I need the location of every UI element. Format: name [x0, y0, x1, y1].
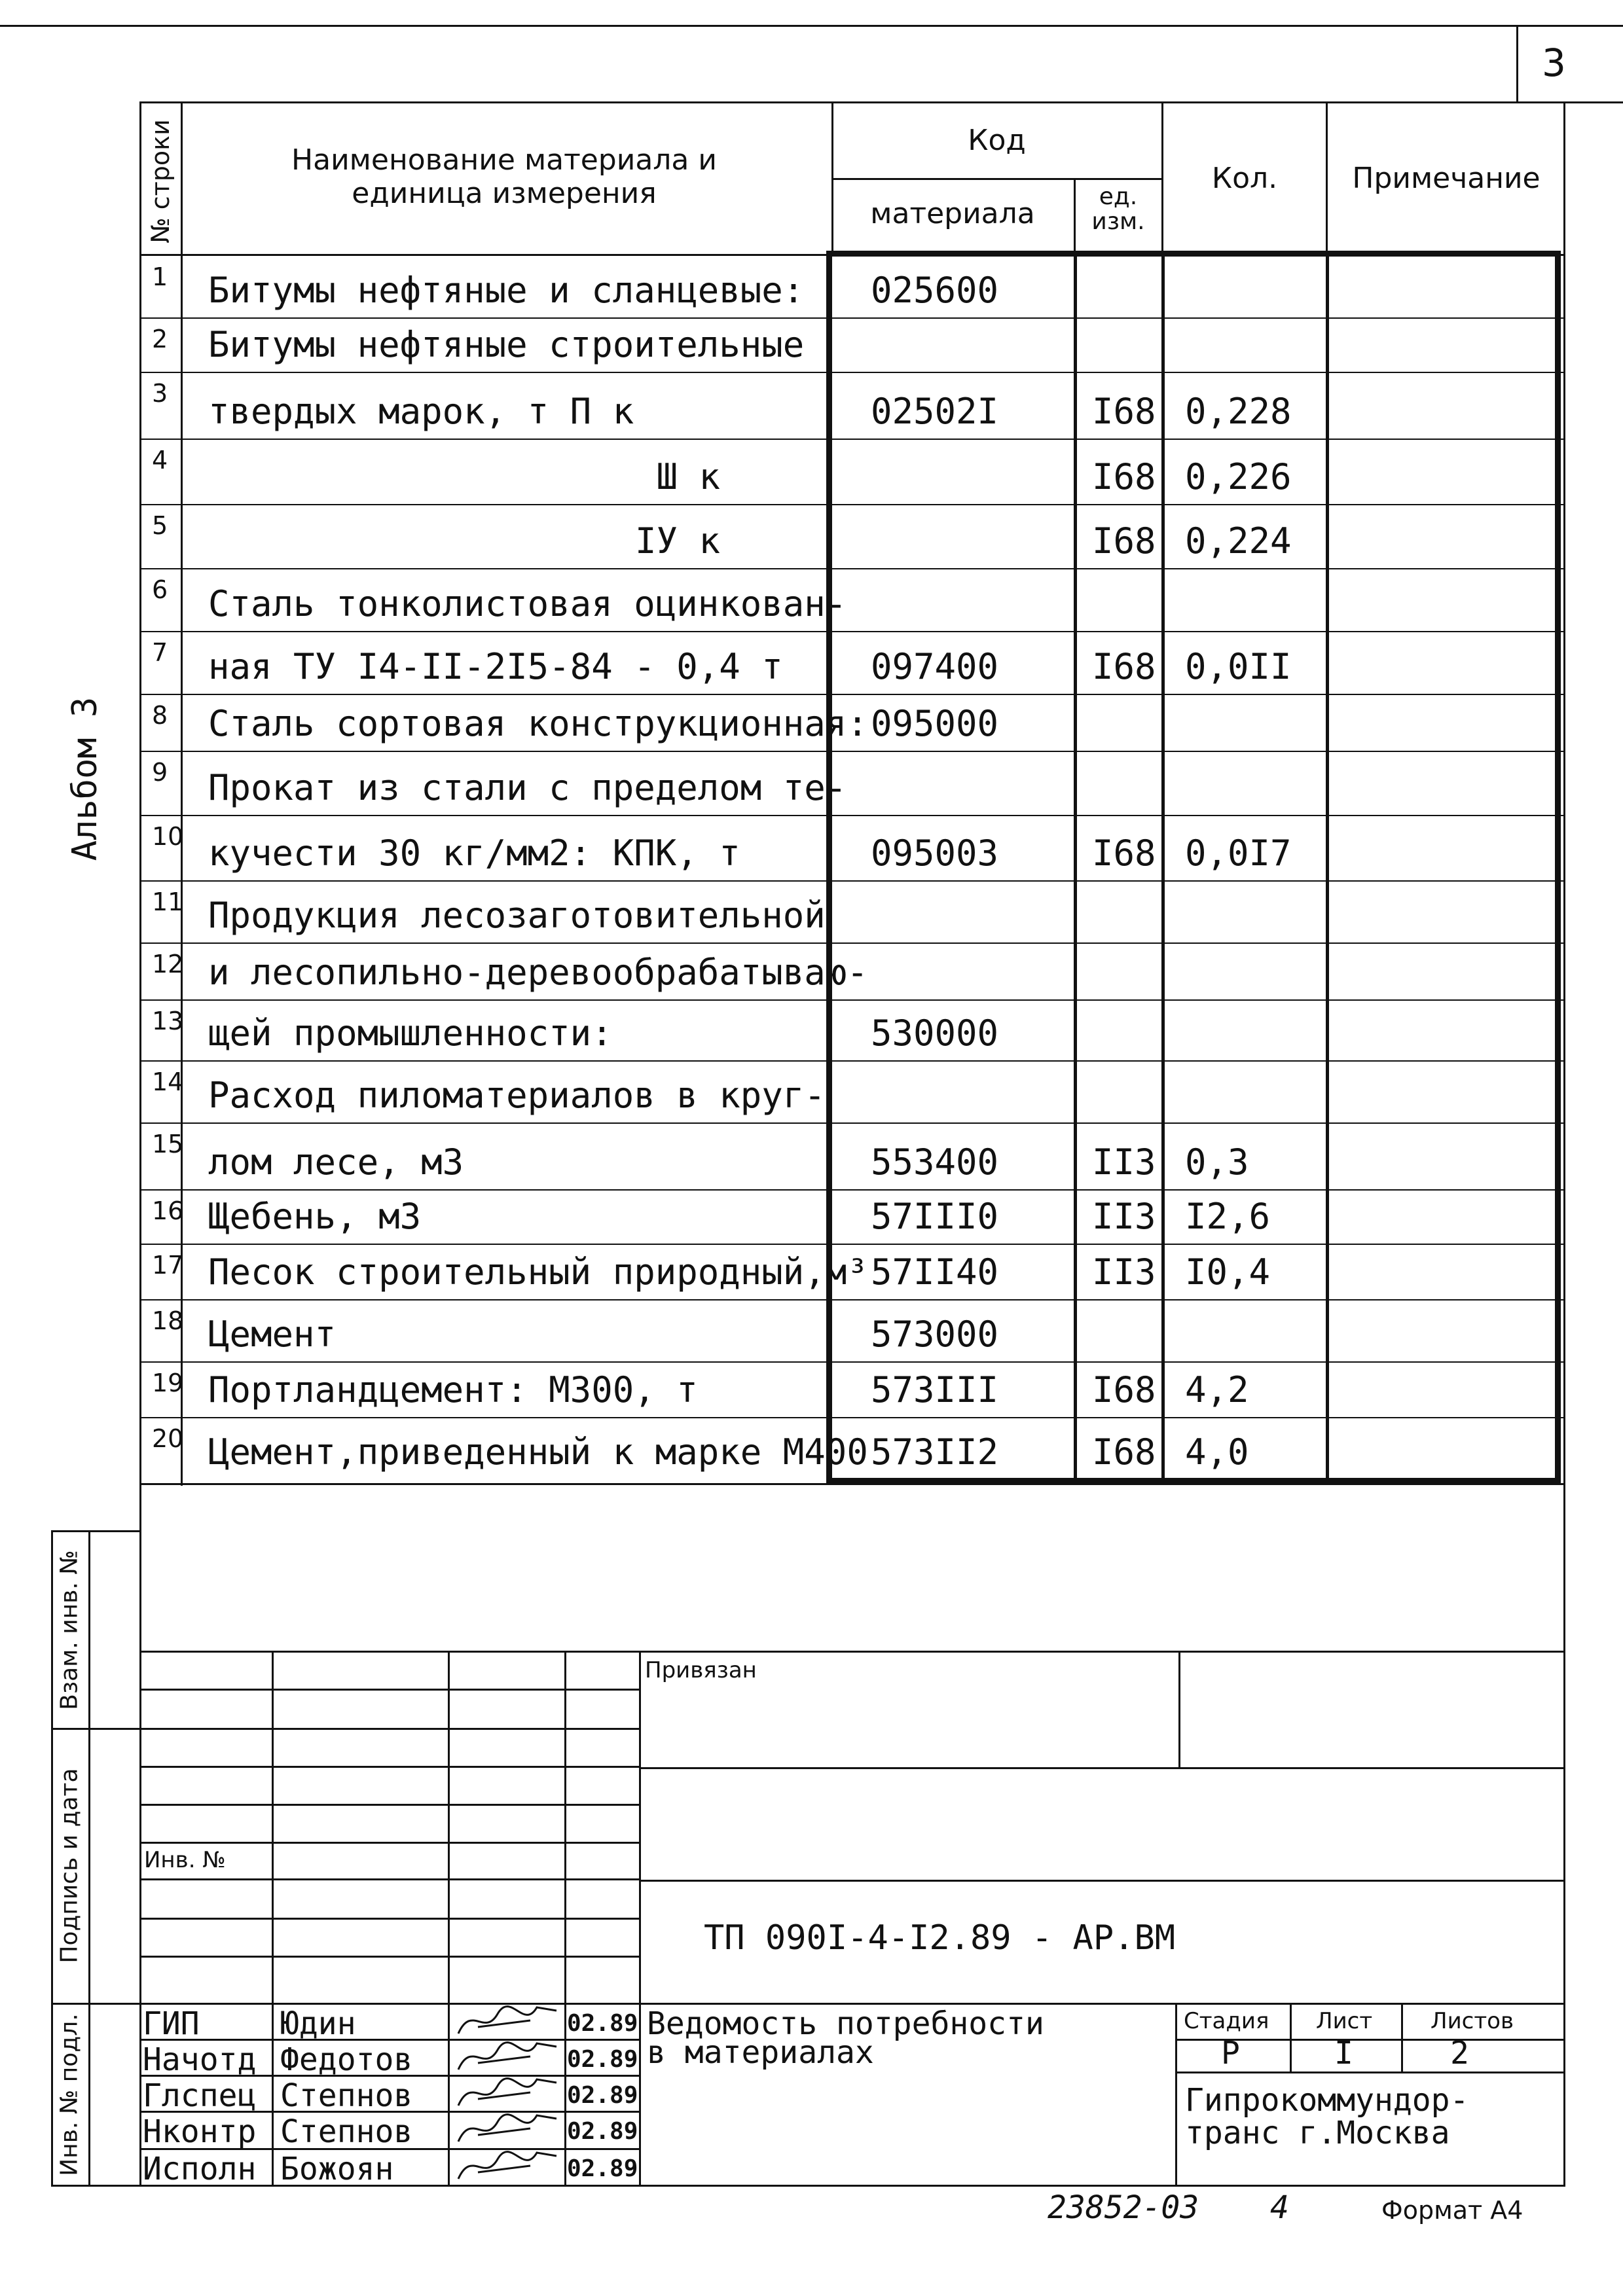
row-unit: I68: [1092, 1369, 1156, 1410]
privyazan-label: Привязан: [645, 1657, 757, 1683]
signer-date: 02.89: [567, 2010, 638, 2037]
row-name: Цемент,приведенный к марке М400: [208, 1431, 868, 1473]
row-number: 7: [152, 638, 168, 667]
row-qty: 4,2: [1185, 1369, 1249, 1410]
row-number: 5: [152, 511, 168, 540]
row-name: Расход пиломатериалов в круг-: [208, 1075, 826, 1116]
signer-role: Исполн: [143, 2151, 257, 2187]
row-unit: II3: [1092, 1196, 1156, 1237]
row-qty: 0,0II: [1185, 646, 1292, 687]
row-code: 57III0: [871, 1196, 999, 1237]
row-code: 553400: [871, 1141, 999, 1183]
row-number: 19: [152, 1369, 184, 1397]
row-number: 9: [152, 758, 168, 787]
row-code: 530000: [871, 1013, 999, 1054]
row-name: Ш к: [656, 456, 720, 497]
footer-copy: 4: [1270, 2189, 1289, 2226]
row-code: 573II2: [871, 1431, 999, 1473]
row-name: Цемент: [208, 1314, 337, 1355]
footer-format: Формат А4: [1381, 2196, 1523, 2225]
org-line2: транс г.Москва: [1185, 2115, 1450, 2151]
row-code: 095003: [871, 833, 999, 874]
doc-title-line2: в материалах: [647, 2034, 874, 2071]
signer-role: Нконтр: [143, 2113, 257, 2150]
signer-date: 02.89: [567, 2118, 638, 2145]
row-qty: 0,3: [1185, 1141, 1249, 1183]
row-name: Песок строительный природный,м³: [208, 1251, 868, 1293]
row-number: 2: [152, 325, 168, 353]
row-number: 14: [152, 1067, 184, 1096]
row-number: 18: [152, 1306, 184, 1335]
sheet-value: I: [1334, 2035, 1353, 2072]
row-unit: II3: [1092, 1141, 1156, 1183]
row-code: 097400: [871, 646, 999, 687]
row-qty: 0,226: [1185, 456, 1292, 497]
header-note: Примечание: [1352, 162, 1541, 195]
signer-name: Федотов: [280, 2041, 413, 2078]
row-number: 12: [152, 950, 184, 978]
signer-date: 02.89: [567, 2046, 638, 2073]
row-name: Сталь тонколистовая оцинкован-: [208, 583, 847, 624]
row-unit: I68: [1092, 391, 1156, 432]
row-name: твердых марок, т П к: [208, 391, 634, 432]
sheets-label: Листов: [1431, 2008, 1514, 2034]
side-label-inv-podl: Инв. № подл.: [56, 2013, 83, 2176]
row-qty: I0,4: [1185, 1251, 1271, 1293]
row-qty: 0,0I7: [1185, 833, 1292, 874]
row-qty: 0,228: [1185, 391, 1292, 432]
signature-icon: [452, 2143, 563, 2189]
doc-title-line1: Ведомость потребности: [647, 2005, 1044, 2042]
row-unit: I68: [1092, 646, 1156, 687]
row-unit: I68: [1092, 520, 1156, 562]
signer-name: Божоян: [280, 2151, 394, 2187]
row-number: 10: [152, 822, 184, 851]
row-qty: I2,6: [1185, 1196, 1271, 1237]
row-code: 573III: [871, 1369, 999, 1410]
signer-role: Глспец: [143, 2077, 257, 2114]
signer-name: Степнов: [280, 2113, 413, 2150]
side-label-podpis: Подпись и дата: [56, 1768, 83, 1964]
row-name: Продукция лесозаготовительной: [208, 895, 826, 936]
signer-name: Степнов: [280, 2077, 413, 2114]
row-number: 3: [152, 379, 168, 408]
row-number: 15: [152, 1130, 184, 1158]
row-number: 13: [152, 1007, 184, 1035]
org-line1: Гипрокоммундор-: [1185, 2082, 1469, 2119]
row-number: 16: [152, 1196, 184, 1225]
row-name: Сталь сортовая конструкционная:: [208, 703, 868, 744]
header-code-material: материала: [870, 197, 1035, 230]
row-number: 20: [152, 1424, 184, 1453]
row-name: Битумы нефтяные строительные: [208, 324, 805, 365]
row-name: щей промышленности:: [208, 1013, 613, 1054]
row-unit: I68: [1092, 1431, 1156, 1473]
row-name: лом лесе, м3: [208, 1141, 464, 1183]
side-label-vzam: Взам. инв. №: [56, 1550, 83, 1710]
header-name: Наименование материала и единица измерения: [291, 143, 717, 210]
row-number: 17: [152, 1251, 184, 1280]
row-qty: 4,0: [1185, 1431, 1249, 1473]
row-name: и лесопильно-деревообрабатываю-: [208, 952, 868, 993]
row-number: 6: [152, 575, 168, 604]
row-code: 02502I: [871, 391, 999, 432]
footer-number: 23852-03: [1048, 2189, 1199, 2226]
row-number: 4: [152, 446, 168, 475]
row-name: Битумы нефтяные и сланцевые:: [208, 270, 805, 311]
sheet-label: Лист: [1316, 2008, 1373, 2034]
row-number: 8: [152, 701, 168, 730]
row-name: ная ТУ I4-II-2I5-84 - 0,4 т: [208, 646, 783, 687]
row-qty: 0,224: [1185, 520, 1292, 562]
signer-name: Юдин: [280, 2005, 356, 2042]
row-name: Портландцемент: М300, т: [208, 1369, 698, 1410]
page-number: 3: [1542, 41, 1566, 85]
signer-date: 02.89: [567, 2082, 638, 2109]
inv-no-label: Инв. №: [144, 1847, 226, 1873]
row-name: Щебень, м3: [208, 1196, 422, 1237]
sheets-value: 2: [1450, 2035, 1469, 2072]
album-label: Альбом 3: [65, 696, 105, 861]
signer-date: 02.89: [567, 2155, 638, 2182]
stage-label: Стадия: [1184, 2008, 1269, 2034]
signer-role: ГИП: [143, 2005, 200, 2042]
header-row-no: № строки: [146, 119, 175, 243]
row-unit: I68: [1092, 456, 1156, 497]
row-number: 1: [152, 262, 168, 291]
row-code: 025600: [871, 270, 999, 311]
row-code: 095000: [871, 703, 999, 744]
header-qty: Кол.: [1211, 162, 1278, 195]
header-code-unit: ед. изм.: [1091, 183, 1145, 235]
row-number: 11: [152, 888, 184, 916]
row-name: IУ к: [634, 520, 720, 562]
row-name: Прокат из стали с пределом те-: [208, 767, 847, 808]
row-code: 57II40: [871, 1251, 999, 1293]
row-name: кучести 30 кг/мм2: КПК, т: [208, 833, 740, 874]
stage-value: Р: [1221, 2035, 1240, 2072]
signer-role: Начотд: [143, 2041, 257, 2078]
header-code: Код: [968, 124, 1026, 157]
doc-code: ТП 090I-4-I2.89 - АР.ВМ: [704, 1918, 1176, 1958]
row-unit: II3: [1092, 1251, 1156, 1293]
row-code: 573000: [871, 1314, 999, 1355]
row-unit: I68: [1092, 833, 1156, 874]
